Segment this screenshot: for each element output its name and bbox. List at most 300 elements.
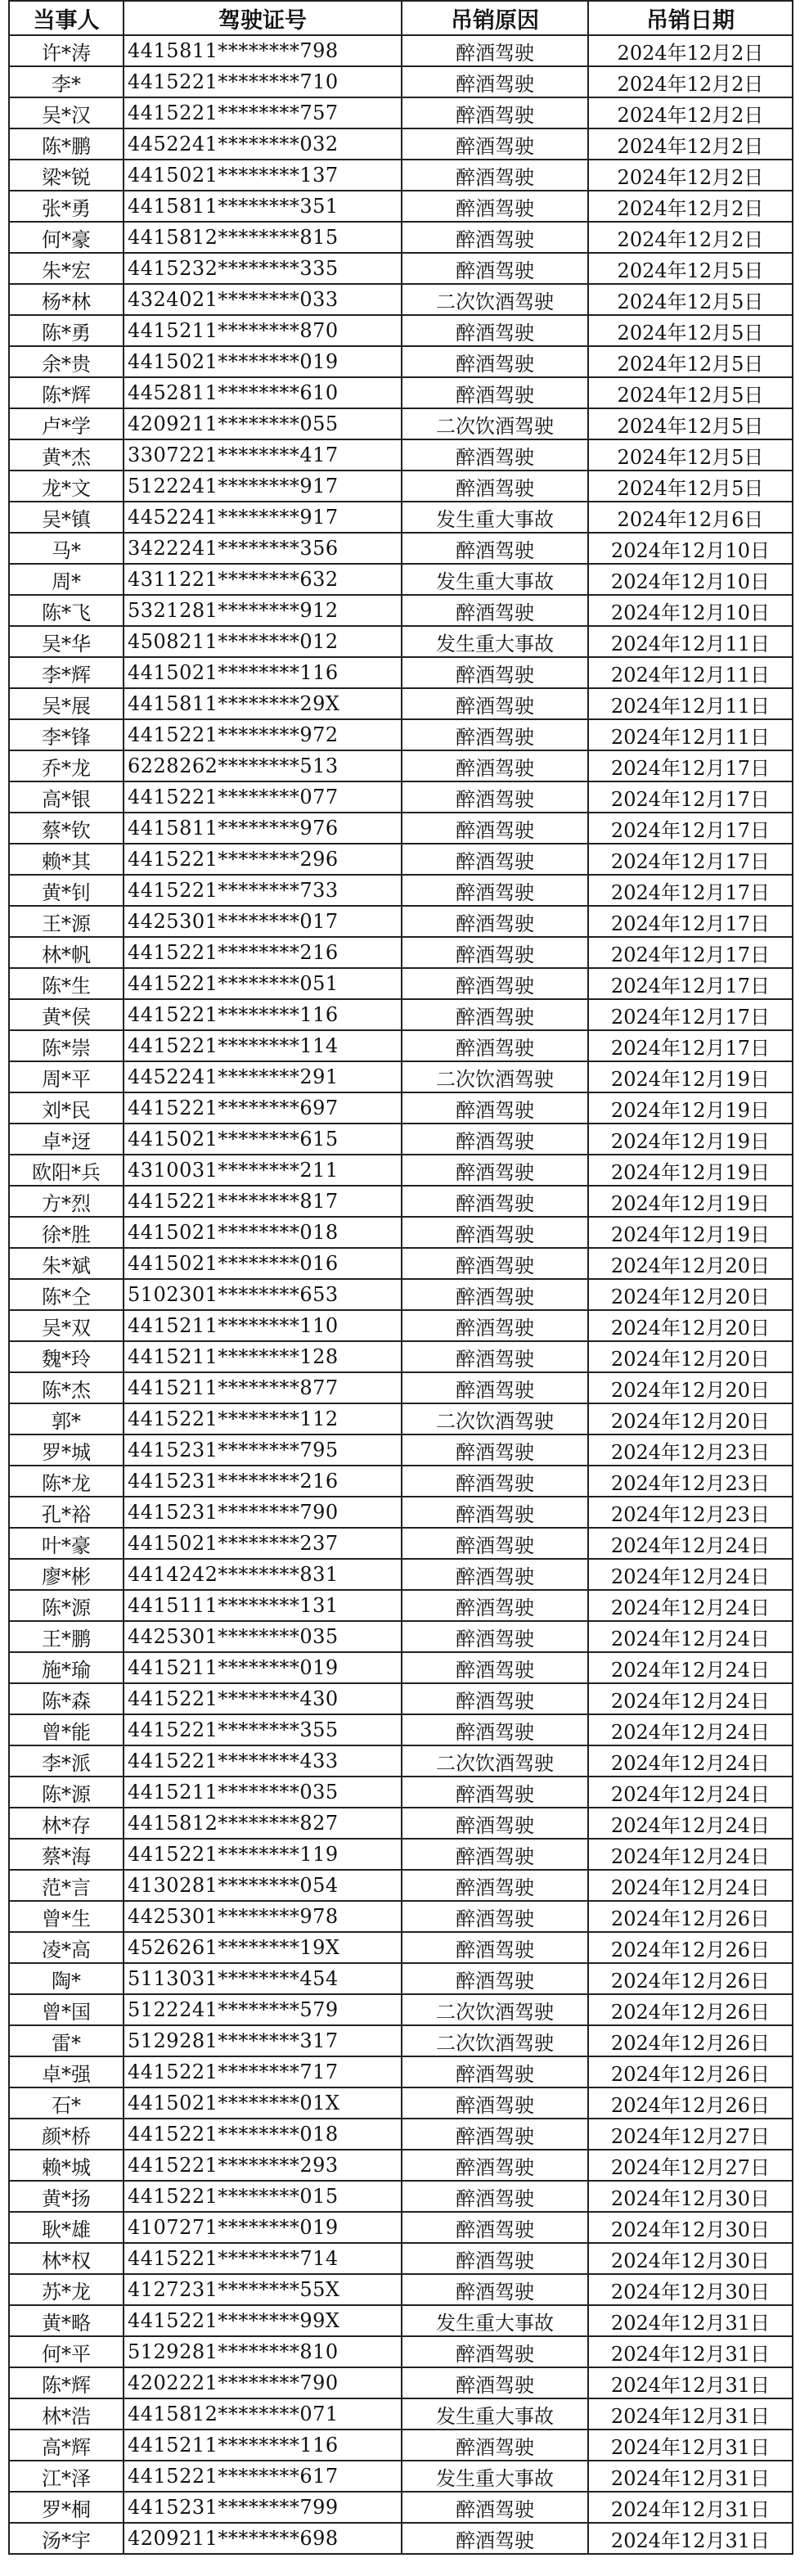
revocation-reason-cell: 醉酒驾驶 — [402, 1279, 588, 1310]
table-row — [9, 315, 793, 346]
revocation-date-cell: 2024年12月26日 — [588, 1963, 793, 1994]
license-number-cell: 4202221********790 — [124, 2367, 402, 2398]
party-name-cell: 马* — [9, 533, 124, 564]
party-name-cell: 杨*林 — [9, 284, 124, 315]
revocation-reason-cell: 醉酒驾驶 — [402, 1310, 588, 1341]
revocation-reason-cell: 发生重大事故 — [402, 2305, 588, 2336]
table-row — [9, 1466, 793, 1497]
table-row — [9, 160, 793, 191]
table-row — [9, 2181, 793, 2212]
revocation-date-cell: 2024年12月2日 — [588, 35, 793, 66]
party-name-cell: 陈*勇 — [9, 315, 124, 346]
license-number-cell: 4415231********790 — [124, 1497, 402, 1528]
party-name-cell: 陈*源 — [9, 1777, 124, 1808]
party-name-cell: 吴*双 — [9, 1310, 124, 1341]
revocation-reason-cell: 醉酒驾驶 — [402, 1186, 588, 1217]
party-name-cell: 耿*雄 — [9, 2212, 124, 2243]
table-row — [9, 937, 793, 968]
revocation-date-cell: 2024年12月17日 — [588, 937, 793, 968]
party-name-cell: 李*辉 — [9, 657, 124, 688]
revocation-reason-cell: 醉酒驾驶 — [402, 1901, 588, 1932]
license-number-cell: 4452241********032 — [124, 128, 402, 160]
table-row — [9, 2056, 793, 2087]
license-number-cell: 4425301********035 — [124, 1621, 402, 1652]
table-row — [9, 1186, 793, 1217]
table-row — [9, 191, 793, 222]
revocation-reason-cell: 醉酒驾驶 — [402, 844, 588, 875]
revocation-date-cell: 2024年12月20日 — [588, 1341, 793, 1372]
table-row — [9, 1901, 793, 1932]
license-number-cell: 4415021********018 — [124, 1217, 402, 1248]
revocation-date-cell: 2024年12月31日 — [588, 2492, 793, 2523]
party-name-cell: 何*豪 — [9, 222, 124, 253]
license-number-cell: 4415231********799 — [124, 2492, 402, 2523]
license-number-cell: 5122241********917 — [124, 471, 402, 502]
header-row — [9, 1, 793, 35]
party-name-cell: 陶* — [9, 1963, 124, 1994]
party-name-cell: 赖*其 — [9, 844, 124, 875]
party-name-cell: 李*锋 — [9, 719, 124, 750]
revocation-reason-cell: 醉酒驾驶 — [402, 937, 588, 968]
revocation-date-cell: 2024年12月17日 — [588, 813, 793, 844]
license-number-cell: 4526261********19X — [124, 1932, 402, 1963]
party-name-cell: 石* — [9, 2087, 124, 2119]
revocation-reason-cell: 醉酒驾驶 — [402, 2212, 588, 2243]
revocation-reason-cell: 发生重大事故 — [402, 502, 588, 533]
party-name-cell: 陈*龙 — [9, 1466, 124, 1497]
revocation-reason-cell: 醉酒驾驶 — [402, 1777, 588, 1808]
party-name-cell: 魏*玲 — [9, 1341, 124, 1372]
license-number-cell: 4452811********610 — [124, 377, 402, 408]
revocation-reason-cell: 二次饮酒驾驶 — [402, 408, 588, 439]
party-name-cell: 黄*杰 — [9, 439, 124, 471]
license-number-cell: 4415812********827 — [124, 1808, 402, 1839]
table-row — [9, 719, 793, 750]
revocation-date-cell: 2024年12月31日 — [588, 2461, 793, 2492]
revocation-reason-cell: 醉酒驾驶 — [402, 1683, 588, 1714]
revocation-reason-cell: 醉酒驾驶 — [402, 2181, 588, 2212]
revocation-date-cell: 2024年12月24日 — [588, 1745, 793, 1777]
revocation-date-cell: 2024年12月17日 — [588, 844, 793, 875]
license-number-cell: 4415021********237 — [124, 1528, 402, 1559]
revocation-date-cell: 2024年12月24日 — [588, 1621, 793, 1652]
party-name-cell: 汤*宇 — [9, 2523, 124, 2554]
revocation-reason-cell: 醉酒驾驶 — [402, 471, 588, 502]
license-number-cell: 4452241********917 — [124, 502, 402, 533]
party-name-cell: 蔡*海 — [9, 1839, 124, 1870]
license-number-cell: 4415021********01X — [124, 2087, 402, 2119]
party-name-cell: 孔*裕 — [9, 1497, 124, 1528]
revocation-date-cell: 2024年12月31日 — [588, 2398, 793, 2430]
revocation-date-cell: 2024年12月2日 — [588, 97, 793, 128]
license-number-cell: 4415221********710 — [124, 66, 402, 97]
revocation-reason-cell: 醉酒驾驶 — [402, 439, 588, 471]
table-row — [9, 1777, 793, 1808]
revocation-date-cell: 2024年12月5日 — [588, 471, 793, 502]
table-row — [9, 2212, 793, 2243]
license-number-cell: 4415221********114 — [124, 1030, 402, 1061]
table-row — [9, 2087, 793, 2119]
revocation-reason-cell: 醉酒驾驶 — [402, 657, 588, 688]
license-number-cell: 4452241********291 — [124, 1061, 402, 1092]
license-number-cell: 4415221********617 — [124, 2461, 402, 2492]
table-row — [9, 1030, 793, 1061]
party-name-cell: 高*辉 — [9, 2430, 124, 2461]
table-row — [9, 1310, 793, 1341]
revocation-reason-cell: 醉酒驾驶 — [402, 2430, 588, 2461]
revocation-reason-cell: 醉酒驾驶 — [402, 1248, 588, 1279]
party-name-cell: 周* — [9, 564, 124, 595]
license-number-cell: 4415211********035 — [124, 1777, 402, 1808]
revocation-reason-cell: 发生重大事故 — [402, 626, 588, 657]
revocation-reason-cell: 醉酒驾驶 — [402, 253, 588, 284]
revocation-date-cell: 2024年12月30日 — [588, 2212, 793, 2243]
table-row — [9, 66, 793, 97]
revocation-reason-cell: 醉酒驾驶 — [402, 2336, 588, 2367]
revocation-date-cell: 2024年12月19日 — [588, 1124, 793, 1155]
revocation-date-cell: 2024年12月17日 — [588, 750, 793, 781]
license-number-cell: 4415021********019 — [124, 346, 402, 377]
license-number-cell: 4415221********112 — [124, 1403, 402, 1434]
license-number-cell: 4414242********831 — [124, 1559, 402, 1590]
license-number-cell: 4415111********131 — [124, 1590, 402, 1621]
party-name-cell: 陈*崇 — [9, 1030, 124, 1061]
party-name-cell: 吴*华 — [9, 626, 124, 657]
license-number-cell: 4415221********293 — [124, 2150, 402, 2181]
license-number-cell: 4107271********019 — [124, 2212, 402, 2243]
revocation-reason-cell: 醉酒驾驶 — [402, 1559, 588, 1590]
table-row — [9, 2025, 793, 2056]
table-row — [9, 1217, 793, 1248]
party-name-cell: 何*平 — [9, 2336, 124, 2367]
revocation-reason-cell: 醉酒驾驶 — [402, 2150, 588, 2181]
table-row — [9, 253, 793, 284]
party-name-cell: 陈*杰 — [9, 1372, 124, 1403]
table-row — [9, 1559, 793, 1590]
revocation-reason-cell: 醉酒驾驶 — [402, 750, 588, 781]
party-name-cell: 余*贵 — [9, 346, 124, 377]
table-row — [9, 97, 793, 128]
revocation-reason-cell: 醉酒驾驶 — [402, 1652, 588, 1683]
revocation-date-cell: 2024年12月20日 — [588, 1403, 793, 1434]
license-number-cell: 5102301********653 — [124, 1279, 402, 1310]
revocation-date-cell: 2024年12月24日 — [588, 1652, 793, 1683]
revocation-date-cell: 2024年12月31日 — [588, 2523, 793, 2554]
revocation-date-cell: 2024年12月31日 — [588, 2430, 793, 2461]
license-number-cell: 4415221********817 — [124, 1186, 402, 1217]
license-number-cell: 4415221********077 — [124, 781, 402, 813]
license-number-cell: 4415811********29X — [124, 688, 402, 719]
license-number-cell: 4311221********632 — [124, 564, 402, 595]
revocation-date-cell: 2024年12月11日 — [588, 719, 793, 750]
license-number-cell: 4415221********972 — [124, 719, 402, 750]
license-number-cell: 4310031********211 — [124, 1155, 402, 1186]
license-number-cell: 4415021********016 — [124, 1248, 402, 1279]
revocation-date-cell: 2024年12月2日 — [588, 222, 793, 253]
party-name-cell: 江*泽 — [9, 2461, 124, 2492]
party-name-cell: 李*派 — [9, 1745, 124, 1777]
table-row — [9, 1403, 793, 1434]
revocation-reason-cell: 醉酒驾驶 — [402, 191, 588, 222]
license-number-cell: 4415221********733 — [124, 875, 402, 906]
revocation-date-cell: 2024年12月24日 — [588, 1870, 793, 1901]
table-row — [9, 1714, 793, 1745]
revocation-reason-cell: 醉酒驾驶 — [402, 1528, 588, 1559]
header-revocation-reason: 吊销原因 — [402, 1, 588, 35]
revocation-reason-cell: 醉酒驾驶 — [402, 968, 588, 999]
party-name-cell: 朱*宏 — [9, 253, 124, 284]
party-name-cell: 曾*生 — [9, 1901, 124, 1932]
table-row — [9, 471, 793, 502]
license-number-cell: 4415221********355 — [124, 1714, 402, 1745]
party-name-cell: 王*源 — [9, 906, 124, 937]
license-number-cell: 5129281********810 — [124, 2336, 402, 2367]
party-name-cell: 卓*强 — [9, 2056, 124, 2087]
table-row — [9, 1092, 793, 1124]
revocation-reason-cell: 二次饮酒驾驶 — [402, 1994, 588, 2025]
party-name-cell: 蔡*钦 — [9, 813, 124, 844]
table-row — [9, 408, 793, 439]
table-row — [9, 2398, 793, 2430]
revocation-reason-cell: 醉酒驾驶 — [402, 1870, 588, 1901]
revocation-reason-cell: 醉酒驾驶 — [402, 781, 588, 813]
license-number-cell: 5113031********454 — [124, 1963, 402, 1994]
party-name-cell: 王*鹏 — [9, 1621, 124, 1652]
revocation-date-cell: 2024年12月19日 — [588, 1092, 793, 1124]
table-row — [9, 128, 793, 160]
party-name-cell: 罗*城 — [9, 1434, 124, 1466]
revocation-date-cell: 2024年12月31日 — [588, 2367, 793, 2398]
revocation-date-cell: 2024年12月27日 — [588, 2150, 793, 2181]
revocation-reason-cell: 发生重大事故 — [402, 564, 588, 595]
party-name-cell: 陈*生 — [9, 968, 124, 999]
party-name-cell: 徐*胜 — [9, 1217, 124, 1248]
party-name-cell: 方*烈 — [9, 1186, 124, 1217]
revocation-reason-cell: 醉酒驾驶 — [402, 1341, 588, 1372]
table-row — [9, 1994, 793, 2025]
revocation-reason-cell: 醉酒驾驶 — [402, 1466, 588, 1497]
table-row — [9, 502, 793, 533]
revocation-reason-cell: 醉酒驾驶 — [402, 35, 588, 66]
license-number-cell: 5321281********912 — [124, 595, 402, 626]
party-name-cell: 刘*民 — [9, 1092, 124, 1124]
table-row — [9, 564, 793, 595]
license-number-cell: 4415231********216 — [124, 1466, 402, 1497]
revocation-date-cell: 2024年12月23日 — [588, 1434, 793, 1466]
revocation-date-cell: 2024年12月11日 — [588, 657, 793, 688]
table-row — [9, 439, 793, 471]
header-revocation-date: 吊销日期 — [588, 1, 793, 35]
license-number-cell: 4415221********433 — [124, 1745, 402, 1777]
revocation-date-cell: 2024年12月17日 — [588, 999, 793, 1030]
license-number-cell: 4415221********430 — [124, 1683, 402, 1714]
party-name-cell: 乔*龙 — [9, 750, 124, 781]
license-number-cell: 5129281********317 — [124, 2025, 402, 2056]
revocation-reason-cell: 醉酒驾驶 — [402, 1217, 588, 1248]
revocation-reason-cell: 醉酒驾驶 — [402, 2119, 588, 2150]
license-number-cell: 4415211********019 — [124, 1652, 402, 1683]
license-number-cell: 3422241********356 — [124, 533, 402, 564]
revocation-date-cell: 2024年12月5日 — [588, 315, 793, 346]
party-name-cell: 曾*能 — [9, 1714, 124, 1745]
revocation-reason-cell: 醉酒驾驶 — [402, 1839, 588, 1870]
party-name-cell: 高*银 — [9, 781, 124, 813]
party-name-cell: 吴*展 — [9, 688, 124, 719]
revocation-date-cell: 2024年12月17日 — [588, 968, 793, 999]
table-row — [9, 844, 793, 875]
revocation-date-cell: 2024年12月26日 — [588, 1932, 793, 1963]
revocation-date-cell: 2024年12月23日 — [588, 1497, 793, 1528]
table-row — [9, 999, 793, 1030]
revocation-date-cell: 2024年12月19日 — [588, 1155, 793, 1186]
revocation-date-cell: 2024年12月19日 — [588, 1186, 793, 1217]
revocation-reason-cell: 醉酒驾驶 — [402, 2367, 588, 2398]
license-number-cell: 4415812********815 — [124, 222, 402, 253]
revocation-reason-cell: 醉酒驾驶 — [402, 1714, 588, 1745]
license-number-cell: 4415221********296 — [124, 844, 402, 875]
table-row — [9, 2523, 793, 2554]
party-name-cell: 陈*飞 — [9, 595, 124, 626]
revocation-reason-cell: 醉酒驾驶 — [402, 128, 588, 160]
party-name-cell: 林*存 — [9, 1808, 124, 1839]
party-name-cell: 林*浩 — [9, 2398, 124, 2430]
revocation-reason-cell: 二次饮酒驾驶 — [402, 284, 588, 315]
revocation-reason-cell: 醉酒驾驶 — [402, 688, 588, 719]
revocation-reason-cell: 醉酒驾驶 — [402, 2492, 588, 2523]
license-number-cell: 4415811********976 — [124, 813, 402, 844]
revocation-date-cell: 2024年12月26日 — [588, 2025, 793, 2056]
party-name-cell: 施*瑜 — [9, 1652, 124, 1683]
revocation-date-cell: 2024年12月17日 — [588, 781, 793, 813]
revocation-date-cell: 2024年12月24日 — [588, 1683, 793, 1714]
header-license-number: 驾驶证号 — [124, 1, 402, 35]
table-row — [9, 1808, 793, 1839]
license-number-cell: 4508211********012 — [124, 626, 402, 657]
table-row — [9, 1839, 793, 1870]
revocation-date-cell: 2024年12月2日 — [588, 128, 793, 160]
revocation-reason-cell: 二次饮酒驾驶 — [402, 1745, 588, 1777]
revocation-reason-cell: 醉酒驾驶 — [402, 1372, 588, 1403]
revocation-date-cell: 2024年12月20日 — [588, 1372, 793, 1403]
table-row — [9, 284, 793, 315]
table-row — [9, 1652, 793, 1683]
table-row — [9, 2367, 793, 2398]
revocation-date-cell: 2024年12月24日 — [588, 1777, 793, 1808]
party-name-cell: 卓*迓 — [9, 1124, 124, 1155]
table-row — [9, 595, 793, 626]
revocation-reason-cell: 醉酒驾驶 — [402, 222, 588, 253]
license-number-cell: 3307221********417 — [124, 439, 402, 471]
table-row — [9, 2274, 793, 2305]
license-number-cell: 4209211********698 — [124, 2523, 402, 2554]
revocation-date-cell: 2024年12月10日 — [588, 595, 793, 626]
revocation-reason-cell: 醉酒驾驶 — [402, 2243, 588, 2274]
license-number-cell: 4415211********877 — [124, 1372, 402, 1403]
table-row — [9, 35, 793, 66]
revocation-reason-cell: 醉酒驾驶 — [402, 377, 588, 408]
revocation-reason-cell: 醉酒驾驶 — [402, 1932, 588, 1963]
revocation-date-cell: 2024年12月17日 — [588, 875, 793, 906]
license-number-cell: 4415221********714 — [124, 2243, 402, 2274]
table-row — [9, 2336, 793, 2367]
revocation-reason-cell: 醉酒驾驶 — [402, 1030, 588, 1061]
party-name-cell: 欧阳*兵 — [9, 1155, 124, 1186]
revocation-date-cell: 2024年12月24日 — [588, 1808, 793, 1839]
revocation-reason-cell: 醉酒驾驶 — [402, 346, 588, 377]
table-row — [9, 2430, 793, 2461]
license-number-cell: 4425301********017 — [124, 906, 402, 937]
party-name-cell: 卢*学 — [9, 408, 124, 439]
revocation-reason-cell: 醉酒驾驶 — [402, 2523, 588, 2554]
party-name-cell: 罗*桐 — [9, 2492, 124, 2523]
revocation-date-cell: 2024年12月30日 — [588, 2274, 793, 2305]
revocation-date-cell: 2024年12月17日 — [588, 906, 793, 937]
party-name-cell: 林*权 — [9, 2243, 124, 2274]
table-row — [9, 2305, 793, 2336]
table-row — [9, 1279, 793, 1310]
party-name-cell: 苏*龙 — [9, 2274, 124, 2305]
revocation-date-cell: 2024年12月24日 — [588, 1559, 793, 1590]
table-row — [9, 906, 793, 937]
party-name-cell: 颜*桥 — [9, 2119, 124, 2150]
revocation-date-cell: 2024年12月17日 — [588, 1030, 793, 1061]
revocation-reason-cell: 醉酒驾驶 — [402, 1590, 588, 1621]
table-row — [9, 1683, 793, 1714]
table-row — [9, 1124, 793, 1155]
license-number-cell: 4415221********015 — [124, 2181, 402, 2212]
party-name-cell: 陈*辉 — [9, 377, 124, 408]
table-row — [9, 1155, 793, 1186]
party-name-cell: 雷* — [9, 2025, 124, 2056]
table-row — [9, 346, 793, 377]
table-row — [9, 1497, 793, 1528]
revocation-date-cell: 2024年12月30日 — [588, 2243, 793, 2274]
table-row — [9, 968, 793, 999]
revocation-date-cell: 2024年12月24日 — [588, 1590, 793, 1621]
party-name-cell: 陈*森 — [9, 1683, 124, 1714]
license-number-cell: 4130281********054 — [124, 1870, 402, 1901]
revocation-reason-cell: 醉酒驾驶 — [402, 1808, 588, 1839]
revocation-date-cell: 2024年12月19日 — [588, 1217, 793, 1248]
table-row — [9, 781, 793, 813]
table-row — [9, 2150, 793, 2181]
table-row — [9, 813, 793, 844]
table-row — [9, 875, 793, 906]
table-row — [9, 2461, 793, 2492]
revocation-date-cell: 2024年12月20日 — [588, 1310, 793, 1341]
table-row — [9, 1963, 793, 1994]
table-row — [9, 2492, 793, 2523]
revocation-reason-cell: 醉酒驾驶 — [402, 813, 588, 844]
license-number-cell: 4425301********978 — [124, 1901, 402, 1932]
revocation-date-cell: 2024年12月27日 — [588, 2119, 793, 2150]
revocation-date-cell: 2024年12月26日 — [588, 1901, 793, 1932]
revocation-reason-cell: 二次饮酒驾驶 — [402, 1061, 588, 1092]
revocation-date-cell: 2024年12月5日 — [588, 377, 793, 408]
license-number-cell: 4324021********033 — [124, 284, 402, 315]
revocation-date-cell: 2024年12月5日 — [588, 439, 793, 471]
revocation-reason-cell: 醉酒驾驶 — [402, 1621, 588, 1652]
table-row — [9, 2243, 793, 2274]
party-name-cell: 林*帆 — [9, 937, 124, 968]
table-row — [9, 750, 793, 781]
revocation-date-cell: 2024年12月10日 — [588, 533, 793, 564]
license-number-cell: 4415811********351 — [124, 191, 402, 222]
table-row — [9, 1745, 793, 1777]
license-number-cell: 4415211********116 — [124, 2430, 402, 2461]
party-name-cell: 赖*城 — [9, 2150, 124, 2181]
license-number-cell: 4415812********071 — [124, 2398, 402, 2430]
